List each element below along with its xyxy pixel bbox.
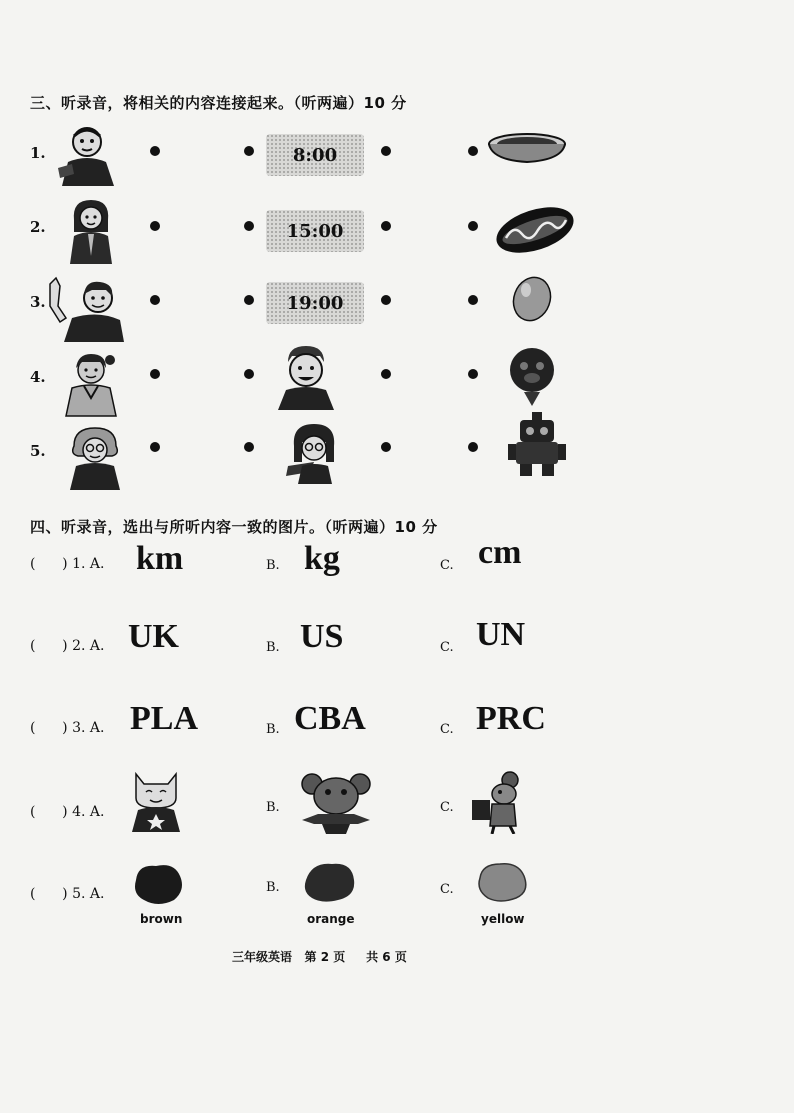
- connect-dot[interactable]: [244, 146, 254, 156]
- animal-face-picture: [504, 344, 560, 408]
- option-c-label: C.: [440, 640, 454, 655]
- q3-option-a-word: PLA: [130, 700, 198, 737]
- row-number-5: 5.: [30, 442, 46, 460]
- cat-picture: [128, 768, 184, 834]
- q3-option-b-word: CBA: [294, 700, 366, 737]
- answer-blank-q5[interactable]: [30, 886, 104, 902]
- q3-option-c-word: PRC: [476, 700, 546, 737]
- boy-waving-picture: [46, 276, 126, 344]
- q2-option-a-word: UK: [128, 618, 179, 655]
- connect-dot[interactable]: [150, 146, 160, 156]
- section3-title: 三、听录音，将相关的内容连接起来。（听两遍）10 分: [30, 94, 407, 112]
- girl-glasses-picture: [284, 422, 346, 486]
- connect-dot[interactable]: [150, 221, 160, 231]
- option-b-label: B.: [266, 640, 280, 655]
- time-label: 15:00: [286, 220, 344, 242]
- option-b-label: B.: [266, 880, 280, 895]
- color-word-yellow: yellow: [481, 912, 525, 926]
- time-label: 19:00: [286, 292, 344, 314]
- row-number-4: 4.: [30, 368, 46, 386]
- q2-option-c-word: UN: [476, 616, 526, 653]
- connect-dot[interactable]: [244, 295, 254, 305]
- option-b-label: B.: [266, 722, 280, 737]
- pie-picture: [486, 126, 568, 170]
- connect-dot[interactable]: [468, 295, 478, 305]
- option-b-label: B.: [266, 558, 280, 573]
- option-b-label: B.: [266, 800, 280, 815]
- connect-dot[interactable]: [468, 442, 478, 452]
- option-a-label: A.: [89, 720, 105, 736]
- man-face-picture: [274, 344, 338, 412]
- egg-picture: [508, 274, 556, 324]
- color-word-brown: brown: [140, 912, 183, 926]
- connect-dot[interactable]: [150, 295, 160, 305]
- time-label: 8:00: [292, 144, 338, 166]
- option-a-label: A.: [89, 886, 105, 902]
- row-number-2: 2.: [30, 218, 46, 236]
- question-prefix: ( ) 2.: [30, 638, 86, 654]
- question-prefix: ( ) 1.: [30, 556, 86, 572]
- option-c-label: C.: [440, 800, 454, 815]
- page-footer: 三年级英语 第 2 页 共 6 页: [232, 950, 407, 964]
- time-box-2: [266, 210, 364, 252]
- q1-option-a-word: km: [136, 540, 184, 577]
- row-number-1: 1.: [30, 144, 46, 162]
- option-c-label: C.: [440, 882, 454, 897]
- q1-option-c-word: cm: [478, 534, 522, 571]
- rat-with-book-picture: [470, 770, 532, 834]
- orange-blob-picture: [302, 858, 358, 906]
- connect-dot[interactable]: [381, 146, 391, 156]
- answer-blank-q2[interactable]: [30, 638, 104, 654]
- row-number-3: 3.: [30, 293, 46, 311]
- question-prefix: ( ) 5.: [30, 886, 86, 902]
- connect-dot[interactable]: [468, 369, 478, 379]
- mouse-picture: [298, 770, 374, 836]
- yellow-blob-picture: [474, 858, 530, 906]
- answer-blank-q4[interactable]: [30, 804, 104, 820]
- connect-dot[interactable]: [381, 369, 391, 379]
- q2-option-b-word: US: [300, 618, 344, 655]
- option-a-label: A.: [89, 638, 105, 654]
- option-c-label: C.: [440, 722, 454, 737]
- answer-blank-q1[interactable]: [30, 556, 104, 572]
- grandma-picture: [66, 426, 124, 492]
- connect-dot[interactable]: [381, 221, 391, 231]
- connect-dot[interactable]: [244, 221, 254, 231]
- old-man-picture: [54, 122, 120, 188]
- connect-dot[interactable]: [381, 295, 391, 305]
- option-a-label: A.: [89, 556, 105, 572]
- connect-dot[interactable]: [381, 442, 391, 452]
- woman-picture: [64, 196, 118, 266]
- option-c-label: C.: [440, 558, 454, 573]
- connect-dot[interactable]: [150, 442, 160, 452]
- time-box-3: [266, 282, 364, 324]
- brown-blob-picture: [130, 860, 186, 908]
- question-prefix: ( ) 3.: [30, 720, 86, 736]
- q1-option-b-word: kg: [304, 540, 340, 577]
- connect-dot[interactable]: [244, 442, 254, 452]
- connect-dot[interactable]: [468, 146, 478, 156]
- answer-blank-q3[interactable]: [30, 720, 104, 736]
- section4-title: 四、听录音，选出与所听内容一致的图片。（听两遍）10 分: [30, 518, 438, 536]
- color-word-orange: orange: [307, 912, 355, 926]
- robot-picture: [508, 412, 566, 476]
- girl-picture: [60, 350, 122, 418]
- connect-dot[interactable]: [244, 369, 254, 379]
- time-box-1: [266, 134, 364, 176]
- connect-dot[interactable]: [150, 369, 160, 379]
- question-prefix: ( ) 4.: [30, 804, 86, 820]
- hotdog-picture: [492, 204, 578, 256]
- connect-dot[interactable]: [468, 221, 478, 231]
- option-a-label: A.: [89, 804, 105, 820]
